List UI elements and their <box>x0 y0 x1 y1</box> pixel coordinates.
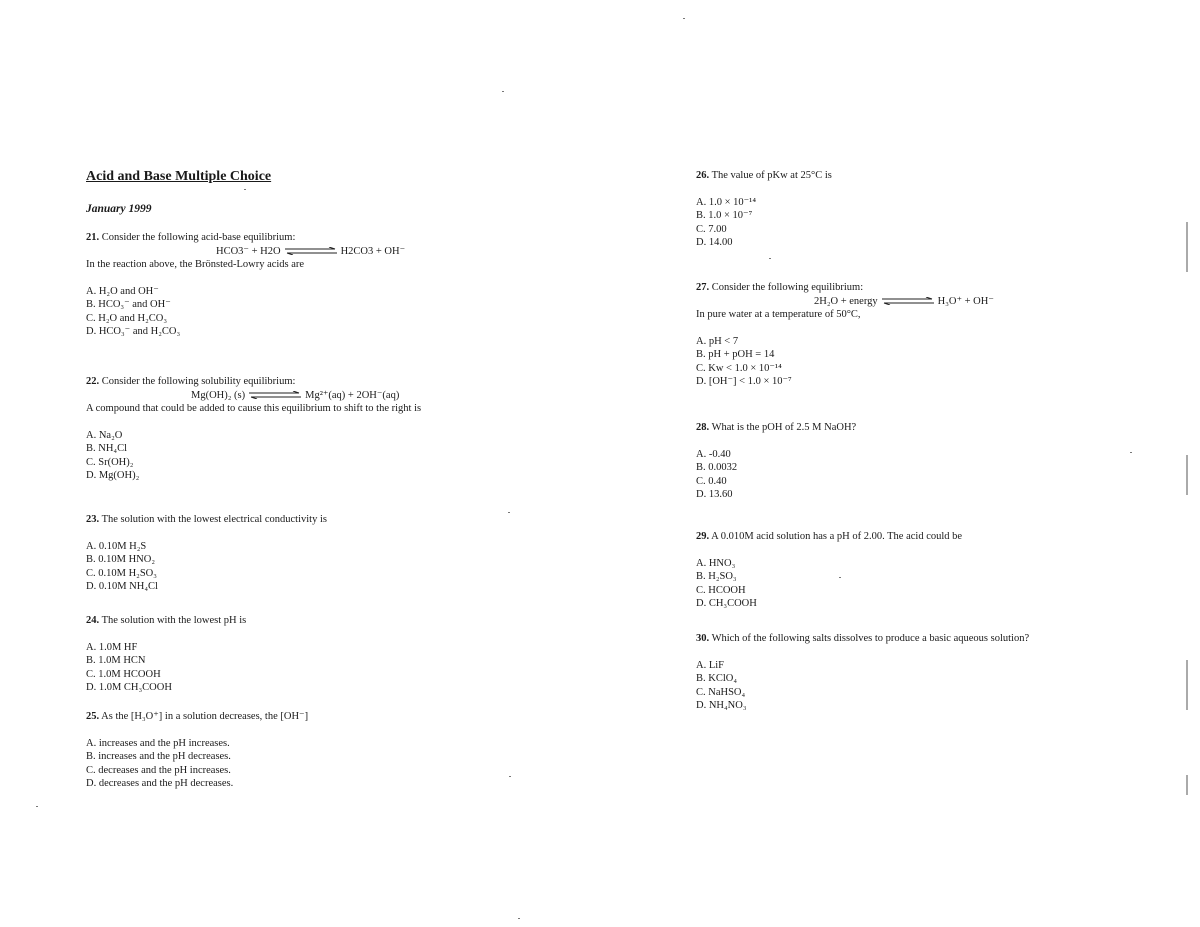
scan-speck <box>508 512 510 513</box>
page-title: Acid and Base Multiple Choice <box>86 169 272 184</box>
question-number: 21. <box>86 232 100 243</box>
question-28 <box>696 421 1200 502</box>
scan-edge-mark <box>1186 455 1188 495</box>
question-number: 22. <box>86 376 100 387</box>
answer-option: B. NH₄Cl <box>86 443 128 454</box>
answer-option: D. HCO₃⁻ and H₂CO₃ <box>86 326 181 337</box>
question-text: What is the pOH of 2.5 M NaOH? <box>711 422 857 433</box>
answer-option: A. 1.0 × 10⁻¹⁴ <box>696 196 756 208</box>
question-number: 27. <box>696 282 710 293</box>
scan-speck <box>769 258 771 259</box>
answer-option: C. H₂O and H₂CO₃ <box>86 312 167 324</box>
question-25 <box>86 710 606 791</box>
answer-option: B. pH + pOH = 14 <box>696 349 775 360</box>
equilibrium-arrow-icon <box>285 247 337 255</box>
answer-option: A. -0.40 <box>696 448 731 460</box>
question-number: 29. <box>696 531 710 542</box>
question-text: The solution with the lowest pH is <box>101 615 247 626</box>
scan-speck <box>244 189 246 190</box>
question-23 <box>86 513 606 594</box>
page-subtitle: January 1999 <box>86 203 152 215</box>
answer-option: D. decreases and the pH decreases. <box>86 778 234 789</box>
equation-right: Mg²⁺(aq) + 2OH⁻(aq) <box>305 389 400 401</box>
equation-left: HCO3⁻ + H2O <box>216 245 281 257</box>
answer-option: C. 7.00 <box>696 223 727 235</box>
equation-left: Mg(OH)₂ (s) <box>191 389 246 401</box>
answer-option: D. 14.00 <box>696 237 733 248</box>
question-number: 24. <box>86 615 100 626</box>
answer-option: C. 1.0M HCOOH <box>86 668 161 680</box>
question-30 <box>696 632 1200 713</box>
answer-option: A. LiF <box>696 659 725 671</box>
answer-option: D. NH₄NO₃ <box>696 700 747 711</box>
question-text: Consider the following solubility equilibrium: <box>101 376 296 387</box>
answer-option: B. 1.0M HCN <box>86 655 146 666</box>
equation-right: H₃O⁺ + OH⁻ <box>937 295 994 307</box>
answer-option: B. 0.0032 <box>696 462 738 473</box>
answer-option: A. increases and the pH increases. <box>86 737 230 749</box>
question-number: 30. <box>696 633 710 644</box>
equation-left: 2H₂O + energy <box>814 295 878 307</box>
answer-option: C. NaHSO₄ <box>696 686 746 698</box>
scan-speck <box>839 577 841 578</box>
question-number: 26. <box>696 170 710 181</box>
question-text: Consider the following acid-base equilibrium: <box>101 232 296 243</box>
question-21 <box>86 231 606 339</box>
question-22 <box>86 375 606 483</box>
answer-option: D. 1.0M CH₃COOH <box>86 682 172 693</box>
scan-edge-mark <box>1186 222 1188 272</box>
question-text: As the [H₃O⁺] in a solution decreases, the [OH⁻] <box>101 711 309 722</box>
answer-option: B. increases and the pH decreases. <box>86 751 231 762</box>
scan-speck <box>36 806 38 807</box>
scan-speck <box>509 776 511 777</box>
answer-option: D. 13.60 <box>696 489 733 500</box>
question-text: The solution with the lowest electrical conductivity is <box>101 514 327 525</box>
answer-option: C. 0.40 <box>696 475 727 487</box>
question-followup: In the reaction above, the Brönsted-Lowry acids are <box>86 259 305 270</box>
question-text: Consider the following equilibrium: <box>711 282 864 293</box>
answer-option: B. H₂SO₃ <box>696 571 737 582</box>
scan-edge-mark <box>1186 775 1188 795</box>
question-text: The value of pKw at 25°C is <box>711 170 832 181</box>
answer-option: A. 0.10M H₂S <box>86 540 147 552</box>
question-text: A 0.010M acid solution has a pH of 2.00. The acid could be <box>711 531 963 542</box>
answer-option: A. HNO₃ <box>696 557 736 569</box>
question-number: 23. <box>86 514 100 525</box>
answer-option: A. H₂O and OH⁻ <box>86 285 159 297</box>
scan-speck <box>502 91 504 92</box>
answer-option: B. 1.0 × 10⁻⁷ <box>696 210 753 221</box>
answer-option: A. Na₂O <box>86 429 123 441</box>
question-24 <box>86 614 606 695</box>
scan-speck <box>683 18 685 19</box>
answer-option: A. pH < 7 <box>696 335 739 347</box>
answer-option: D. [OH⁻] < 1.0 × 10⁻⁷ <box>696 376 792 387</box>
question-29 <box>696 530 1200 611</box>
answer-option: B. KClO₄ <box>696 673 738 684</box>
answer-option: D. CH₃COOH <box>696 598 757 609</box>
answer-option: A. 1.0M HF <box>86 641 138 653</box>
question-text: Which of the following salts dissolves to produce a basic aqueous solution? <box>711 633 1030 644</box>
equation-right: H2CO3 + OH⁻ <box>340 245 406 257</box>
scan-edge-mark <box>1186 660 1188 710</box>
question-followup: A compound that could be added to cause this equilibrium to shift to the right is <box>86 403 422 414</box>
answer-option: B. HCO₃⁻ and OH⁻ <box>86 299 171 310</box>
answer-option: C. HCOOH <box>696 584 746 596</box>
answer-option: D. 0.10M NH₄Cl <box>86 581 158 592</box>
scan-speck <box>1130 452 1132 453</box>
question-number: 28. <box>696 422 710 433</box>
answer-option: C. Sr(OH)₂ <box>86 456 134 468</box>
answer-option: B. 0.10M HNO₂ <box>86 554 155 565</box>
question-number: 25. <box>86 711 100 722</box>
answer-option: C. decreases and the pH increases. <box>86 764 231 776</box>
question-26 <box>696 169 1200 250</box>
question-followup: In pure water at a temperature of 50°C, <box>696 309 861 320</box>
answer-option: C. 0.10M H₂SO₃ <box>86 567 157 579</box>
equilibrium-arrow-icon <box>249 391 301 399</box>
equilibrium-arrow-icon <box>882 297 934 305</box>
question-27 <box>696 281 1200 389</box>
scan-speck <box>518 918 520 919</box>
answer-option: D. Mg(OH)₂ <box>86 470 140 481</box>
answer-option: C. Kw < 1.0 × 10⁻¹⁴ <box>696 362 782 374</box>
